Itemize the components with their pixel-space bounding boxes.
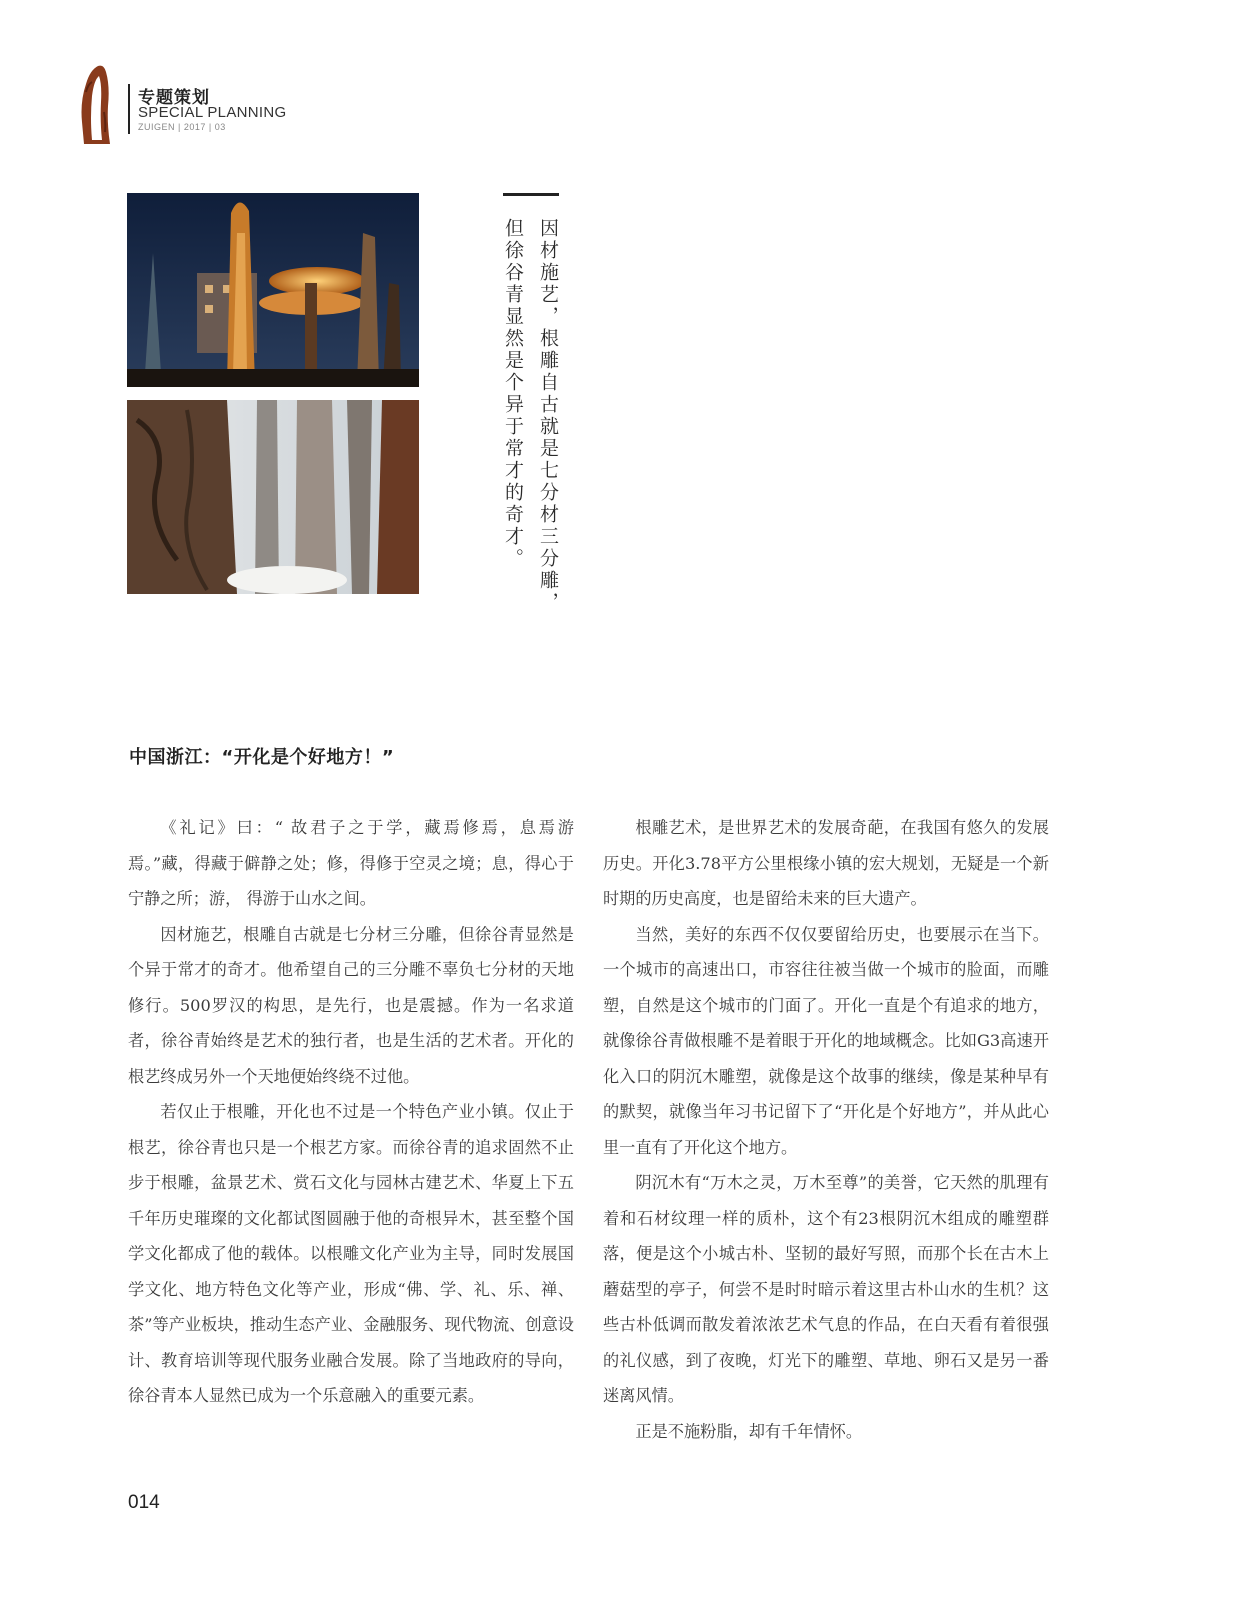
paragraph: 阴沉木有“万木之灵，万木至尊”的美誉，它天然的肌理有着和石材纹理一样的质朴，这个有23根阴沉木组成的雕塑群落，便是这个小城古朴、坚韧的最好写照，而那个长在古木上蘑菇型的亭子，何尝不是时时暗示着这里古朴山水的生机？这些古朴低调而散发着浓浓艺术气息的作品，在白天看有着很强的礼仪感，到了夜晚，灯光下的雕塑、草地、卵石又是另一番迷离风情。 — [603, 1173, 1049, 1405]
issue-label: ZUIGEN | 2017 | 03 — [138, 122, 226, 132]
section-title-en: SPECIAL PLANNING — [138, 104, 287, 121]
night-root-sculpture-photo — [127, 193, 419, 387]
pull-quote-line-2: 但徐谷青显然是个异于常才的奇才。 — [502, 218, 524, 570]
paragraph: 因材施艺，根雕自古就是七分材三分雕，但徐谷青显然是个异于常才的奇才。他希望自己的三分雕不辜负七分材的天地修行。500罗汉的构思，是先行，也是震撼。作为一名求道者，徐谷青始终是艺术的独行者，也是生活的艺术者。开化的根艺终成另外一个天地便始终绕不过他。 — [128, 924, 574, 1086]
pull-quote-line-1: 因材施艺，根雕自古就是七分材三分雕， — [537, 218, 559, 614]
paragraph: 《礼记》曰：“ 故君子之于学，藏焉修焉，息焉游焉。”藏，得藏于僻静之处；修，得修于空灵之境；息，得心于宁静之所；游， 得游于山水之间。 — [128, 818, 574, 908]
section-title-cn: 专题策划 — [138, 88, 210, 108]
page-number: 014 — [128, 1492, 160, 1513]
paragraph: 当然，美好的东西不仅仅要留给历史，也要展示在当下。一个城市的高速出口，市容往往被当做一个城市的脸面，而雕塑，自然是这个城市的门面了。开化一直是个有追求的地方，就像徐谷青做根雕不是着眼于开化的地域概念。比如G3高速开化入口的阴沉木雕塑，就像是这个故事的继续，像是某种早有的默契，就像当年习书记留下了“开化是个好地方”，并从此心里一直有了开化这个地方。 — [603, 924, 1049, 1157]
quote-accent-bar — [503, 193, 559, 196]
article-heading: 中国浙江：“开化是个好地方！” — [129, 747, 395, 768]
root-sculpture-logo-icon — [70, 62, 116, 146]
body-column-left — [128, 810, 574, 1414]
weathered-wood-pillars-photo — [127, 400, 419, 594]
paragraph: 正是不施粉脂，却有千年情怀。 — [635, 1421, 863, 1441]
paragraph: 根雕艺术，是世界艺术的发展奇葩，在我国有悠久的发展历史。开化3.78平方公里根缘小镇的宏大规划，无疑是一个新时期的历史高度，也是留给未来的巨大遗产。 — [603, 818, 1049, 908]
paragraph: 若仅止于根雕，开化也不过是一个特色产业小镇。仅止于根艺，徐谷青也只是一个根艺方家。而徐谷青的追求固然不止步于根雕，盆景艺术、赏石文化与园林古建艺术、华夏上下五千年历史璀璨的文化都试图圆融于他的奇根异木，甚至整个国学文化都成了他的载体。以根雕文化产业为主导，同时发展国学文化、地方特色文化等产业，形成“佛、学、礼、乐、禅、茶”等产业板块，推动生态产业、金融服务、现代物流、创意设计、教育培训等现代服务业融合发展。除了当地政府的导向，徐谷青本人显然已成为一个乐意融入的重要元素。 — [128, 1102, 574, 1405]
body-column-right — [603, 810, 1049, 1449]
header-divider — [128, 84, 130, 134]
